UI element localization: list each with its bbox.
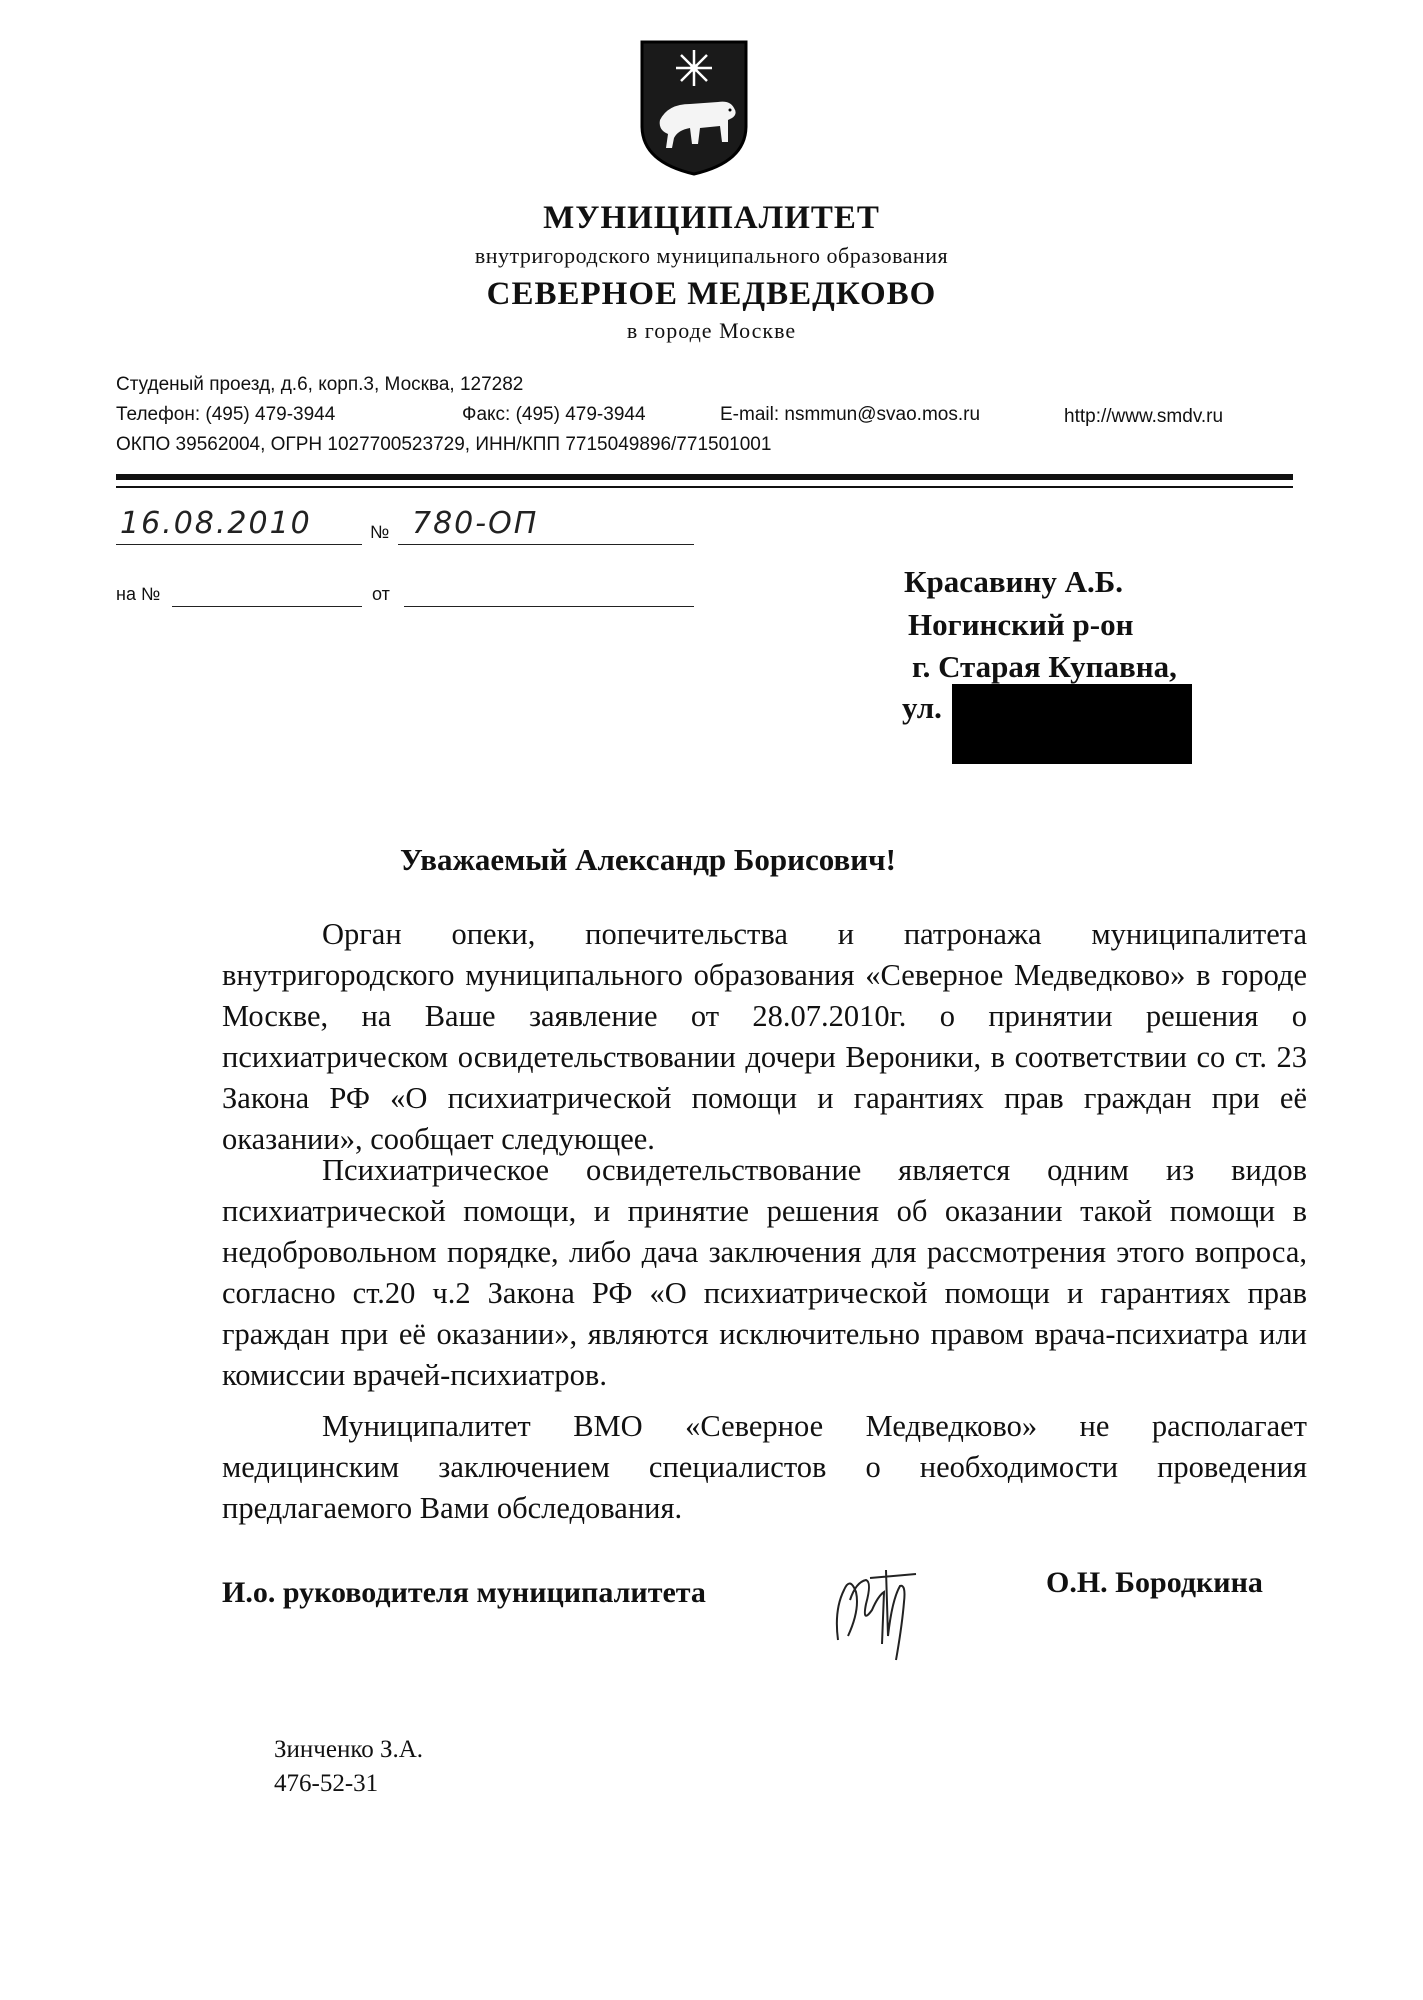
- org-title: МУНИЦИПАЛИТЕТ: [543, 200, 880, 236]
- executor-name: Зинченко З.А.: [274, 1736, 424, 1763]
- coat-of-arms-emblem: [638, 38, 750, 178]
- executor-phone: 476-52-31: [274, 1770, 379, 1797]
- header-rule-thick: [116, 474, 1293, 480]
- redaction-box: [952, 684, 1192, 764]
- number-value: 780-ОП: [412, 506, 539, 541]
- number-label: №: [370, 522, 390, 542]
- reply-date-field: [404, 584, 694, 607]
- header-rule-thin: [116, 486, 1293, 488]
- org-codes: ОКПО 39562004, ОГРН 1027700523729, ИНН/КПП 7715049896/771501001: [116, 434, 772, 455]
- org-subtitle: внутригородского муниципального образования: [474, 243, 949, 268]
- org-email: E-mail: nsmmun@svao.mos.ru: [720, 404, 981, 425]
- handwritten-signature: [826, 1540, 926, 1670]
- from-label: от: [372, 584, 390, 604]
- recipient-district: Ногинский р-он: [908, 607, 1134, 642]
- org-phone: Телефон: (495) 479-3944: [116, 404, 336, 425]
- date-field: [116, 506, 362, 545]
- org-name: СЕВЕРНОЕ МЕДВЕДКОВО: [486, 276, 937, 312]
- recipient-street: ул.: [902, 690, 942, 725]
- org-address: Студеный проезд, д.6, корп.3, Москва, 127282: [116, 374, 524, 395]
- signatory-position: И.о. руководителя муниципалитета: [222, 1576, 706, 1609]
- recipient-name: Красавину А.Б.: [904, 564, 1123, 599]
- body-paragraph-3: Муниципалитет ВМО «Северное Медведково» не располагает медицинским заключением специалистов о необходимости проведения предлагаемого Вами обследования.: [222, 1409, 1307, 1525]
- salutation: Уважаемый Александр Борисович!: [400, 842, 896, 877]
- org-fax: Факс: (495) 479-3944: [462, 404, 646, 425]
- org-website: http://www.smdv.ru: [1064, 406, 1224, 427]
- recipient-town: г. Старая Купавна,: [912, 649, 1177, 684]
- reply-number-field: [172, 584, 362, 607]
- body-paragraph-1: Орган опеки, попечительства и патронажа муниципалитета внутригородского муниципального образования «Северное Медведково» в городе Москве, на Ваше заявление от 28.07.2010г. о принятии решения о психиатрическом освидетельствовании дочери Вероники, в соответствии со ст. 23 Закона РФ «О психиатрической помощи и гарантиях прав граждан при её оказании», сообщает следующее.: [222, 917, 1307, 1156]
- signatory-name: О.Н. Бородкина: [1046, 1566, 1263, 1599]
- recipient-block: [900, 564, 1230, 764]
- org-city: в городе Москве: [626, 318, 797, 343]
- reply-label: на №: [116, 584, 161, 604]
- body-paragraph-2: Психиатрическое освидетельствование является одним из видов психиатрической помощи, и принятие решения об оказании такой помощи в недобровольном порядке, либо дача заключения для рассмотрения этого вопроса, согласно ст.20 ч.2 Закона РФ «О психиатрической помощи и гарантиях прав граждан при её оказании», являются исключительно правом врача-психиатра или комиссии врачей-психиатров.: [222, 1153, 1307, 1392]
- date-value: 16.08.2010: [120, 506, 312, 541]
- number-field: [398, 506, 694, 545]
